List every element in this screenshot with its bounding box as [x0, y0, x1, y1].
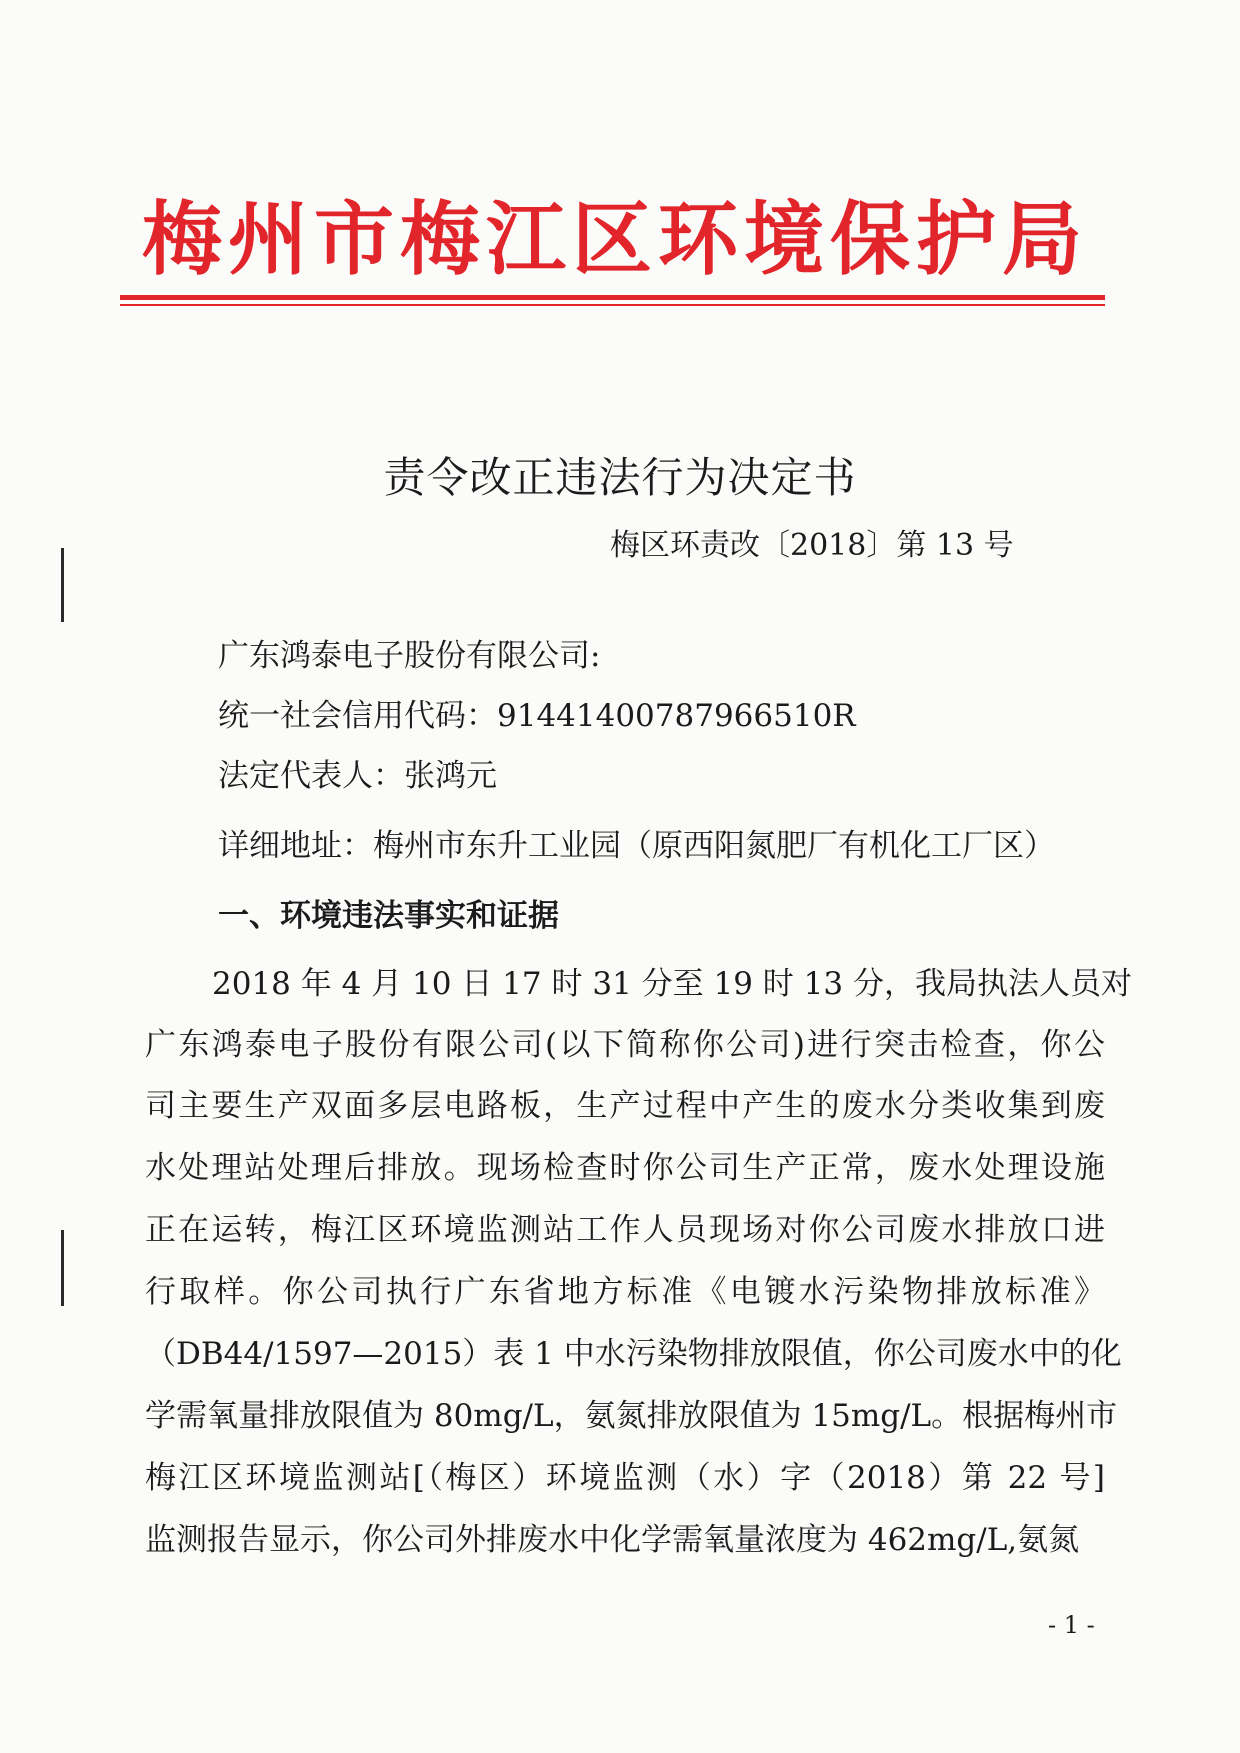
section-heading: 一、环境违法事实和证据: [218, 898, 559, 934]
header-rule-thick: [120, 295, 1105, 300]
address-label: 详细地址：: [218, 828, 373, 864]
paragraph-line: 正在运转，梅江区环境监测站工作人员现场对你公司废水排放口进: [145, 1212, 1105, 1248]
page-number: - 1 -: [1048, 1611, 1095, 1639]
credit-code-label: 统一社会信用代码：: [218, 698, 497, 734]
document-number: 梅区环责改〔2018〕第 13 号: [610, 528, 1014, 563]
paragraph-line: 梅江区环境监测站[（梅区）环境监测（水）字（2018）第 22 号]: [145, 1460, 1105, 1496]
legal-rep-line: [218, 756, 497, 796]
binding-mark-bottom: [61, 1230, 64, 1306]
agency-header-title: 梅州市梅江区环境保护局: [142, 193, 1088, 286]
recipient-company: 广东鸿泰电子股份有限公司:: [218, 638, 601, 674]
paragraph-line: 学需氧量排放限值为 80mg/L，氨氮排放限值为 15mg/L。根据梅州市: [145, 1398, 1118, 1434]
address-line: [218, 826, 1055, 866]
credit-code-value: 91441400787966510R: [497, 698, 856, 734]
paragraph-line: 2018 年 4 月 10 日 17 时 31 分至 19 时 13 分，我局执法人员对: [212, 966, 1132, 1002]
legal-rep-value: 张鸿元: [404, 758, 497, 794]
binding-mark-top: [61, 548, 64, 622]
paragraph-line: （DB44/1597—2015）表 1 中水污染物排放限值，你公司废水中的化: [145, 1336, 1122, 1372]
header-rule-thin: [120, 304, 1105, 306]
paragraph-line: 司主要生产双面多层电路板，生产过程中产生的废水分类收集到废: [145, 1088, 1105, 1124]
document-title: 责令改正违法行为决定书: [383, 453, 857, 502]
address-value: 梅州市东升工业园（原西阳氮肥厂有机化工厂区）: [373, 828, 1055, 864]
legal-rep-label: 法定代表人：: [218, 758, 404, 794]
paragraph-line: 行取样。你公司执行广东省地方标准《电镀水污染物排放标准》: [145, 1274, 1105, 1310]
paragraph-line: 水处理站处理后排放。现场检查时你公司生产正常，废水处理设施: [145, 1150, 1105, 1186]
paragraph-line: 监测报告显示，你公司外排废水中化学需氧量浓度为 462mg/L,氨氮: [145, 1522, 1080, 1558]
paragraph-line: 广东鸿泰电子股份有限公司(以下简称你公司)进行突击检查，你公: [145, 1027, 1105, 1063]
credit-code-line: [218, 696, 856, 736]
